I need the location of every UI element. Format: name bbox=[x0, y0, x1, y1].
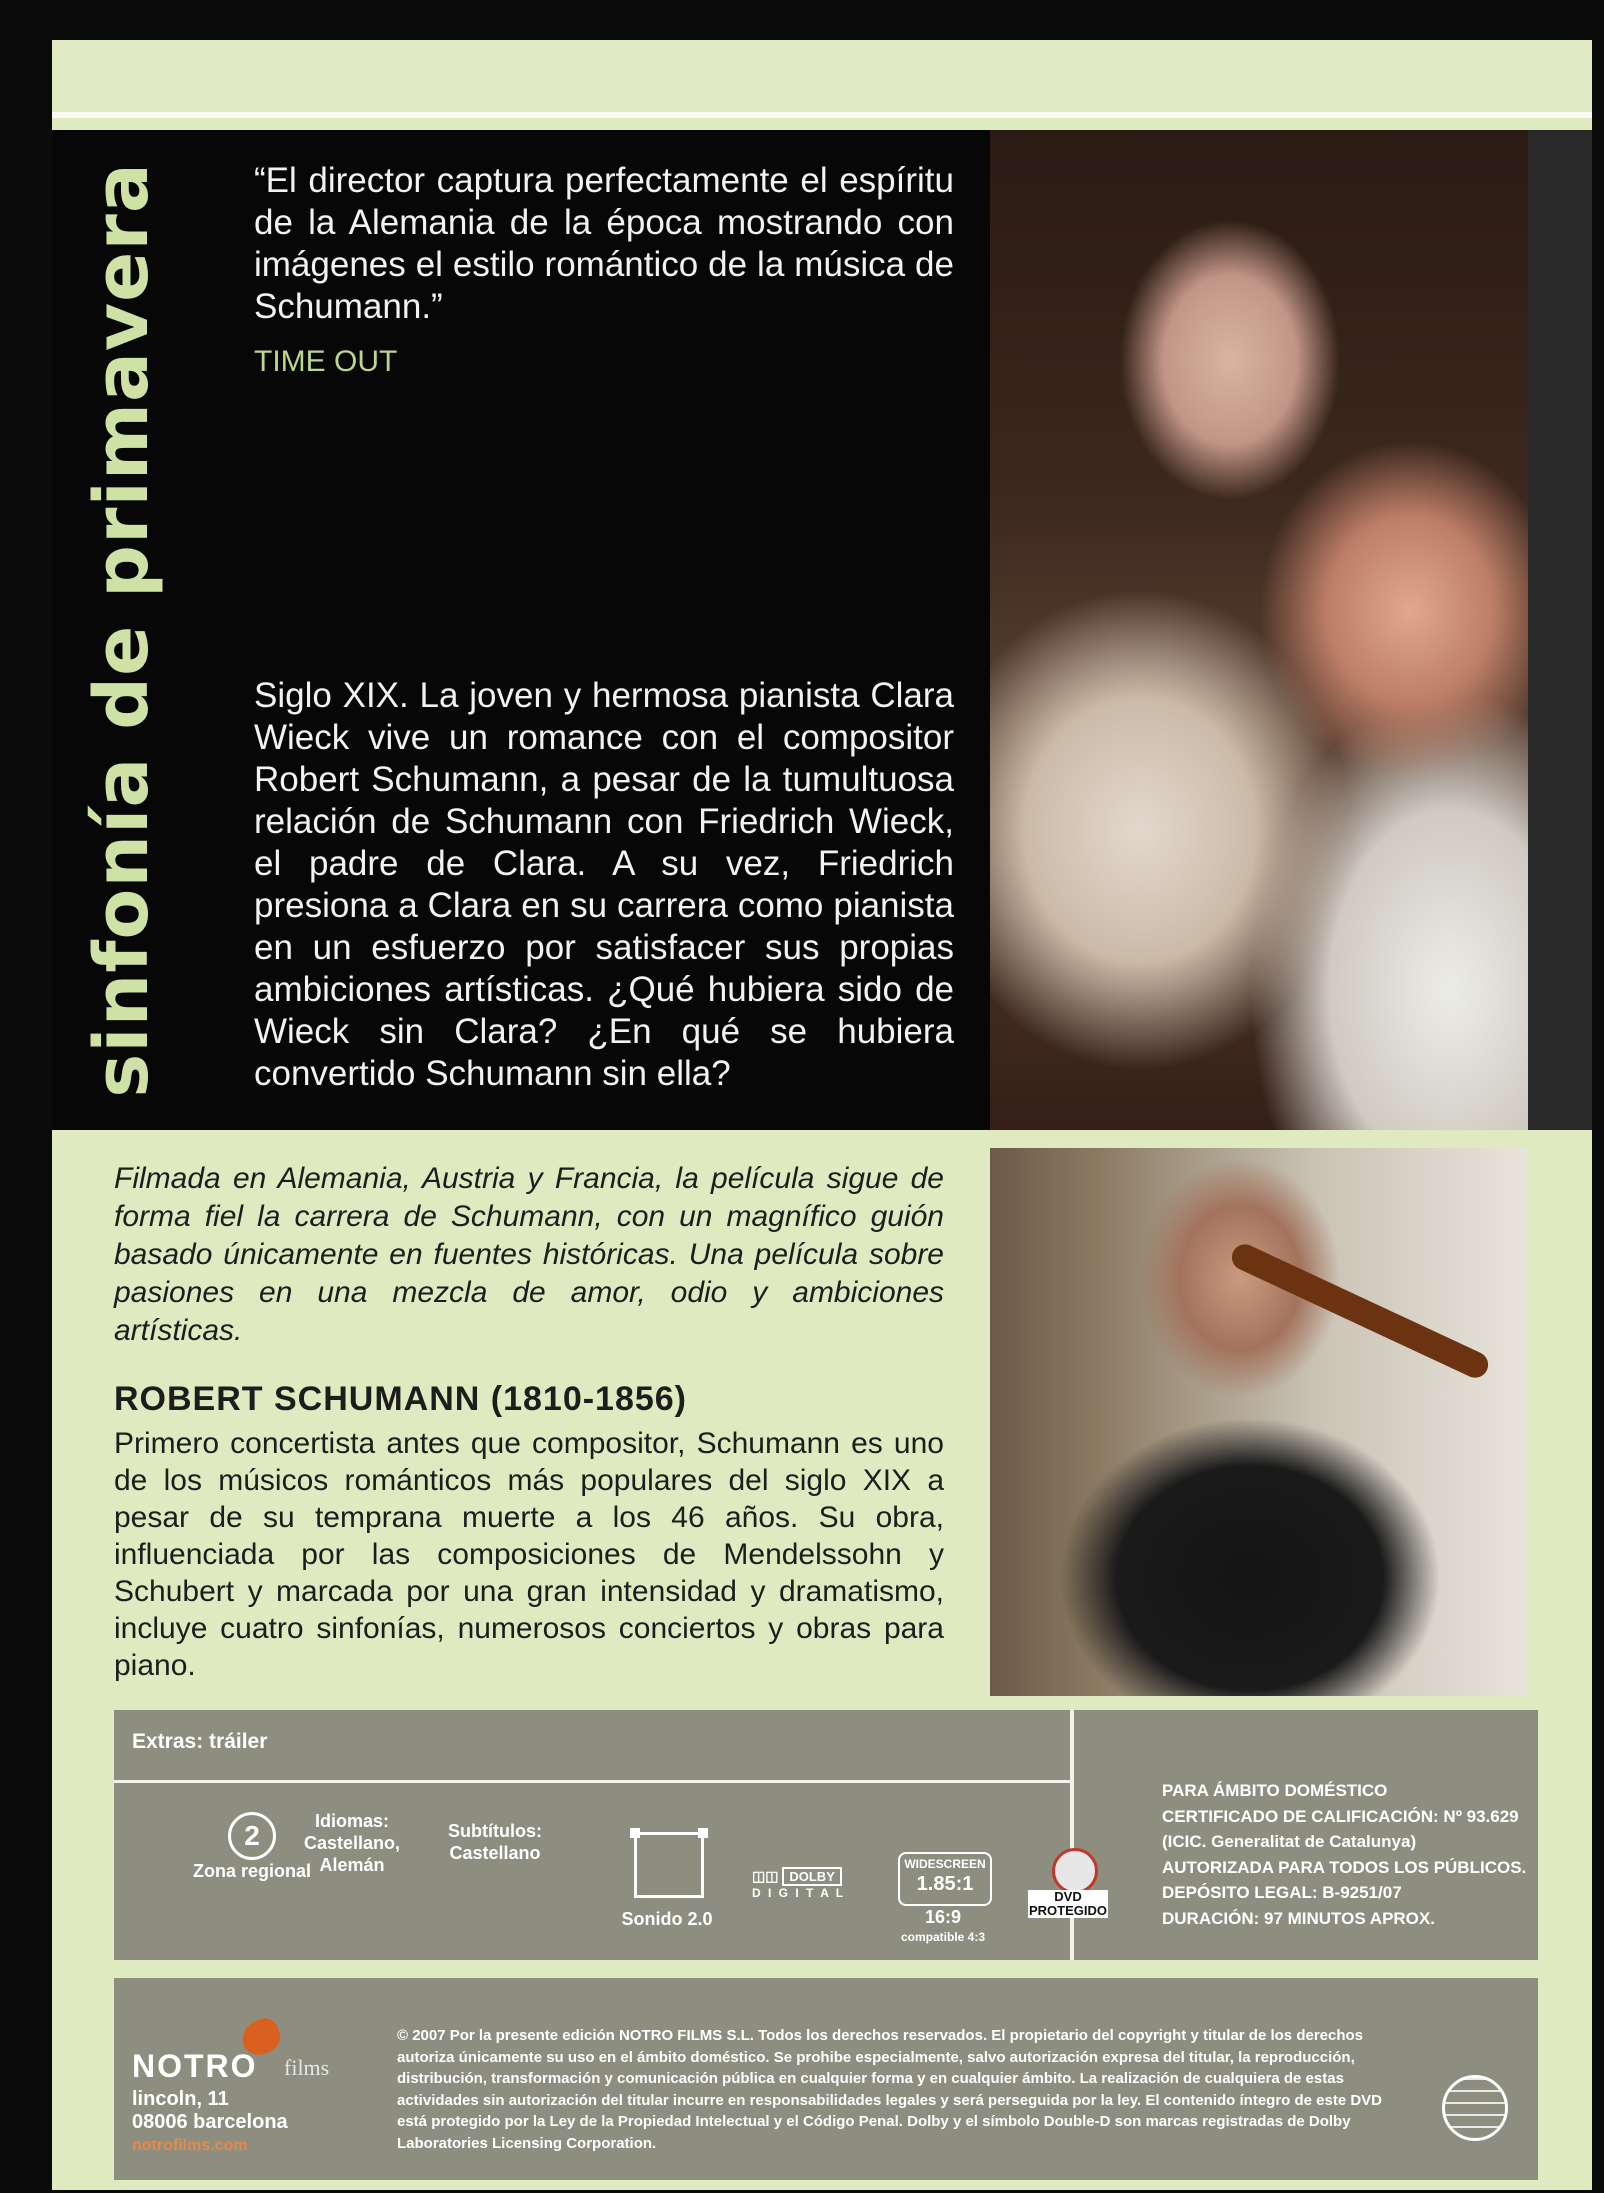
languages-value-1: Castellano, bbox=[303, 1833, 401, 1853]
dolby-double-d-icon: ◫◫ bbox=[752, 1868, 779, 1884]
vertical-title: sinfonía de primavera bbox=[79, 162, 165, 1098]
dvd-protected-label bbox=[1028, 1890, 1108, 1918]
languages-label: Idiomas: bbox=[314, 1811, 389, 1831]
extras-label: Extras: tráiler bbox=[132, 1730, 268, 1753]
widescreen-label: WIDESCREEN bbox=[904, 1857, 986, 1871]
languages-value-2: Alemán bbox=[319, 1855, 385, 1875]
aspect-ratio: 16:9 bbox=[924, 1907, 962, 1927]
rating-line: PARA ÁMBITO DOMÉSTICO bbox=[1162, 1781, 1388, 1800]
dvd-disc-icon bbox=[1052, 1848, 1098, 1894]
widescreen-badge bbox=[898, 1852, 992, 1906]
tech-divider-vertical bbox=[1070, 1710, 1074, 1960]
globe-icon bbox=[1442, 2075, 1508, 2141]
subtitles-value: Castellano bbox=[449, 1843, 541, 1863]
top-band bbox=[52, 40, 1592, 110]
rating-line: DEPÓSITO LEGAL: B-9251/07 bbox=[1162, 1883, 1402, 1902]
press-quote: “El director captura perfectamente el espíritu de la Alemania de la época mostrando con imágenes el estilo romántico de la música de Schumann.” bbox=[254, 161, 954, 326]
dvd-label-line-1: DVD bbox=[1054, 1889, 1082, 1904]
publisher-logo: NOTRO bbox=[132, 2048, 258, 2084]
sound-spec: Sonido 2.0 bbox=[621, 1909, 713, 1929]
rating-line: CERTIFICADO DE CALIFICACIÓN: Nº 93.629 bbox=[1162, 1806, 1519, 1826]
cover-content bbox=[52, 40, 1592, 2190]
bio-text: Primero concertista antes que compositor, Schumann es uno de los músicos románticos más populares del siglo XIX a pesar de su temprana muerte a los 46 años. Su obra, influenciada por las composiciones de Mendelssohn y Schubert y marcada por una gran intensidad y dramatismo, incluye cuatro sinfonías, numerosos conciertos y obras para piano. bbox=[114, 1427, 944, 1682]
synopsis: Siglo XIX. La joven y hermosa pianista Clara Wieck vive un romance con el compositor Robert Schumann, a pesar de la tumultuosa relación de Schumann con Friedrich Wieck, el padre de Clara. A su vez, Friedrich presiona a Clara en su carrera como pianista en un esfuerzo por satisfacer sus propias ambiciones artísticas. ¿Qué hubiera sido de Wieck sin Clara? ¿En qué se hubiera convertido Schumann sin ella? bbox=[254, 676, 954, 1093]
filmed-description: Filmada en Alemania, Austria y Francia, la película sigue de forma fiel la carrera de Schumann, con un magnífico guión basado únicamente en fuentes históricas. Una película sobre pasiones en una mezcla de amor, odio y ambiciones artísticas. bbox=[114, 1162, 944, 1347]
address-line-2: 08006 barcelona bbox=[132, 2111, 288, 2133]
publisher-address bbox=[132, 2088, 288, 2157]
widescreen-ratio: 1.85:1 bbox=[916, 1873, 974, 1895]
bio-title: ROBERT SCHUMANN (1810-1856) bbox=[114, 1380, 688, 1418]
violin-shape bbox=[1228, 1240, 1493, 1382]
rating-line: DURACIÓN: 97 MINUTOS APROX. bbox=[1162, 1908, 1435, 1928]
dolby-digital-text: D I G I T A L bbox=[752, 1886, 846, 1900]
top-rule bbox=[52, 112, 1592, 118]
dolby-box: DOLBY bbox=[782, 1867, 842, 1886]
still-photo-couple bbox=[990, 130, 1528, 1130]
rating-info bbox=[1162, 1778, 1542, 1931]
publisher-website: notrofilms.com bbox=[132, 2137, 248, 2154]
subtitles-label: Subtítulos: bbox=[448, 1821, 542, 1841]
dvd-label-line-2: PROTEGIDO bbox=[1028, 1903, 1107, 1918]
region-zone-icon: 2 bbox=[228, 1812, 276, 1860]
tech-divider-horizontal bbox=[114, 1780, 1070, 1783]
compatible-label: compatible 4:3 bbox=[900, 1930, 986, 1944]
rating-line: AUTORIZADA PARA TODOS LOS PÚBLICOS. bbox=[1162, 1857, 1527, 1877]
vertical-title-area bbox=[52, 130, 192, 1130]
legal-notice: © 2007 Por la presente edición NOTRO FILMS S.L. Todos los derechos reservados. El propietario del copyright y titular de los derechos autoriza únicamente su uso en el ámbito doméstico. Se prohibe especialmente, salvo autorización expresa del titular, la reproducción, distribución, transformación y comunicación pública en cualquier forma y en cualquier ámbito. La realización de cualquiera de estas actividades sin autorización del titular incurre en responsabilidades legales y será perseguida por la ley. El contenido íntegro de este DVD está protegido por la Ley de la Propiedad Intelectual y el Código Penal. Dolby y el símbolo Double-D son marcas registradas de Dolby Laboratories Licensing Corporation. bbox=[397, 2027, 1383, 2152]
screen-format-icon bbox=[634, 1832, 704, 1898]
dvd-protected-badge bbox=[1028, 1848, 1108, 1918]
subtitles-spec bbox=[430, 1820, 560, 1864]
zone-label: Zona regional bbox=[192, 1861, 311, 1881]
languages-spec bbox=[292, 1810, 412, 1876]
right-edge-strip bbox=[1528, 130, 1592, 1130]
quote-source: TIME OUT bbox=[254, 345, 398, 378]
publisher-logo-suffix: films bbox=[284, 2055, 330, 2080]
address-line-1: lincoln, 11 bbox=[132, 2088, 229, 2110]
dolby-digital-logo bbox=[752, 1867, 845, 1900]
still-photo-violinist bbox=[990, 1148, 1528, 1696]
rating-line: (ICIC. Generalitat de Catalunya) bbox=[1162, 1832, 1417, 1851]
